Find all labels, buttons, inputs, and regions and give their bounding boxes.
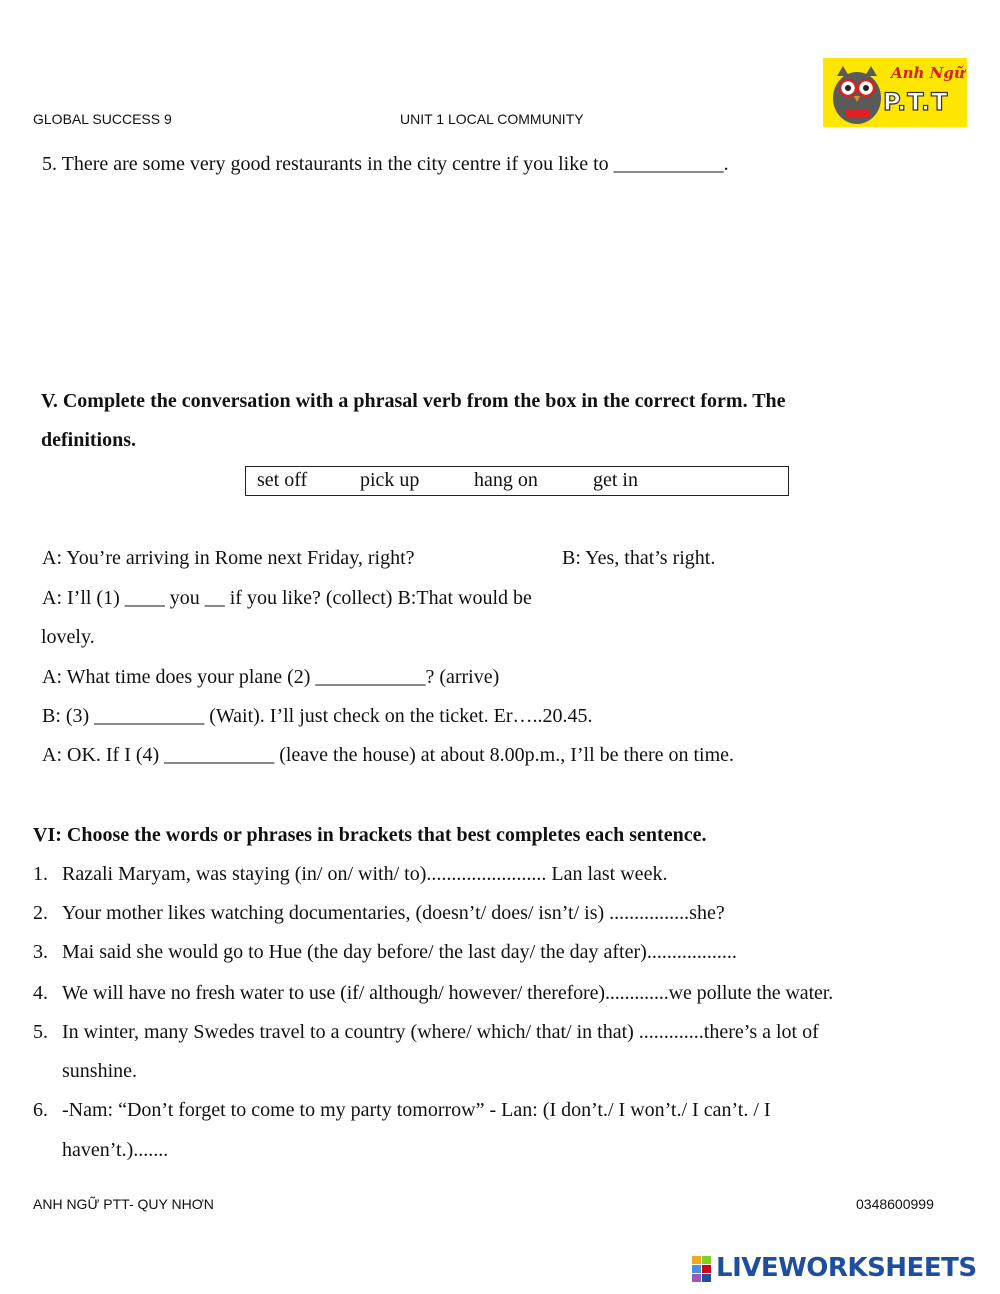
- word-box-item: hang on: [474, 469, 538, 491]
- item-text: -Nam: “Don’t forget to come to my party tomorrow” - Lan: (I don’t./ I won’t./ I can’t. / I: [62, 1099, 771, 1121]
- item-number: 3.: [33, 941, 48, 963]
- item-text: In winter, many Swedes travel to a country (where/ which/ that/ in that) .............there’s a lot of: [62, 1021, 819, 1043]
- liveworksheets-icon: [692, 1256, 712, 1284]
- item-number: 2.: [33, 902, 48, 924]
- item-number: 5.: [33, 1021, 48, 1043]
- item-text: Razali Maryam, was staying (in/ on/ with/ to)........................ Lan last week.: [62, 863, 668, 885]
- word-box: [245, 466, 789, 496]
- logo: [823, 58, 967, 127]
- footer-left: ANH NGỮ PTT- QUY NHƠN: [33, 1196, 214, 1212]
- section-5-title: V. Complete the conversation with a phrasal verb from the box in the correct form. The: [41, 390, 786, 412]
- logo-text-top: Anh Ngữ: [891, 64, 965, 82]
- item-text-cont: haven’t.).......: [62, 1139, 169, 1161]
- word-box-item: set off: [257, 469, 308, 491]
- header-center: UNIT 1 LOCAL COMMUNITY: [400, 111, 584, 127]
- dialogue-line: B: Yes, that’s right.: [562, 547, 716, 569]
- item-text: We will have no fresh water to use (if/ although/ however/ therefore).............we pollute the water.: [62, 982, 834, 1004]
- item-number: 4.: [33, 982, 48, 1004]
- footer-phone: 0348600999: [856, 1196, 934, 1212]
- section-5-title-cont: definitions.: [41, 429, 137, 451]
- dialogue-line: A: OK. If I (4) ___________ (leave the house) at about 8.00p.m., I’ll be there on time.: [42, 744, 735, 766]
- item-text: Mai said she would go to Hue (the day before/ the last day/ the day after)..................: [62, 941, 737, 963]
- word-box-item: get in: [593, 469, 638, 491]
- item-text-cont: sunshine.: [62, 1060, 137, 1082]
- sentence-5: 5. There are some very good restaurants in the city centre if you like to ___________.: [42, 153, 729, 175]
- section-6-title: VI: Choose the words or phrases in brackets that best completes each sentence.: [33, 824, 707, 846]
- item-number: 6.: [33, 1099, 48, 1121]
- item-number: 1.: [33, 863, 48, 885]
- dialogue-line: B: (3) ___________ (Wait). I’ll just check on the ticket. Er…..20.45.: [42, 705, 593, 727]
- dialogue-line: A: What time does your plane (2) ___________? (arrive): [42, 666, 500, 688]
- logo-text-bottom: P.T.T: [883, 88, 949, 116]
- liveworksheets-text: LIVEWORKSHEETS: [716, 1253, 977, 1283]
- dialogue-line: A: You’re arriving in Rome next Friday, right?: [42, 547, 415, 569]
- dialogue-line: A: I’ll (1) ____ you __ if you like? (collect) B:That would be: [42, 587, 532, 609]
- item-text: Your mother likes watching documentaries, (doesn’t/ does/ isn’t/ is) ................she?: [62, 902, 725, 924]
- word-box-item: pick up: [360, 469, 420, 491]
- dialogue-line: lovely.: [41, 626, 95, 648]
- header-left: GLOBAL SUCCESS 9: [33, 111, 172, 127]
- liveworksheets-logo[interactable]: [692, 1253, 992, 1287]
